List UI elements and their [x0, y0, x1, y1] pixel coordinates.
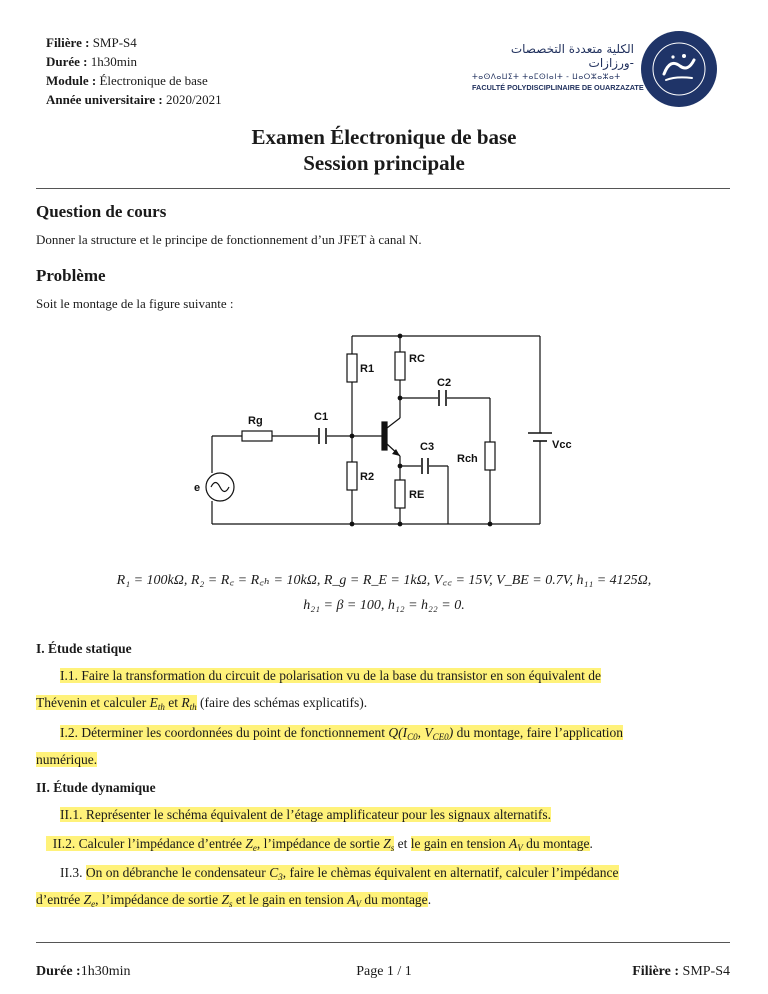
annee-value: 2020/2021 — [166, 92, 222, 107]
question-II2-and: et — [394, 836, 411, 851]
module-value: Électronique de base — [99, 73, 208, 88]
question-II3-gain: et le gain en tension — [232, 892, 348, 907]
ze2-symbol: $Z_e$ — [83, 892, 96, 909]
logo-tifinagh: ⵜⴰⵙⴷⴰⵡⵉⵜ ⵜⴰⵎⵙⵏⴰⵏⵜ - ⵡⴰⵔⵣⴰⵣⴰⵜ — [472, 72, 621, 81]
q-point-symbol: $Q(I_{C0}$, $V_{CE0}$) — [388, 725, 454, 742]
module-label: Module : — [46, 73, 97, 88]
exam-title — [0, 124, 768, 176]
duree-value: 1h30min — [90, 54, 137, 69]
label-e: e — [194, 482, 201, 494]
zs-symbol: $Z_s$ — [383, 836, 395, 853]
r1-resistor — [347, 354, 357, 382]
rth-symbol: $R_{th}$ — [181, 695, 197, 712]
av-symbol: $A_V$ — [509, 836, 523, 853]
transistor-base-bar — [382, 422, 387, 450]
label-r2: R2 — [360, 471, 375, 483]
rch-resistor — [485, 442, 495, 470]
label-c1: C1 — [314, 411, 329, 423]
question-II2-line: II.2. Calculer l’impédance d’entrée $Z_e$, l’impédance de sortie $Z_s$ et le gain en tension $A_V$ du montage. — [46, 836, 593, 853]
probleme-heading: Problème — [36, 266, 106, 285]
re-resistor — [395, 480, 405, 508]
footer-filiere-label: Filière : — [632, 964, 680, 979]
dynamique-heading: II. Étude dynamique — [36, 780, 156, 795]
statique-heading: I. Étude statique — [36, 641, 132, 656]
footer-page-number: Page 1 / 1 — [356, 964, 412, 979]
exam-title-line2: Session principale — [303, 151, 465, 175]
r2-resistor — [347, 462, 357, 490]
question-II3-num: II.3. — [60, 865, 86, 880]
question-II2-gain: le gain en tension — [410, 836, 510, 851]
cours-question: Donner la structure et le principe de fonctionnement d’un JFET à canal N. — [36, 232, 422, 247]
rg-resistor — [242, 431, 272, 441]
question-I1-line2 — [36, 695, 367, 712]
label-c3: C3 — [420, 441, 435, 453]
question-I2-text-end: du montage, faire l’application — [453, 725, 623, 740]
university-seal-icon — [640, 30, 718, 108]
label-re: RE — [409, 489, 425, 501]
label-vcc: Vcc — [552, 439, 572, 451]
exam-title-line1: Examen Électronique de base — [251, 125, 517, 149]
probleme-intro: Soit le montage de la figure suivante : — [36, 296, 234, 311]
label-rc: RC — [409, 353, 425, 365]
question-II2-end: du montage — [522, 836, 590, 851]
top-divider — [36, 188, 730, 189]
circuit-diagram — [190, 330, 580, 530]
question-II3-text2: , faire le chèmas équivalent en alternatif, calculer l’impédance — [282, 865, 619, 880]
rc-resistor — [395, 352, 405, 380]
question-II3-sortie: , l’impédance de sortie — [95, 892, 222, 907]
question-II3-line2: d’entrée $Z_e$, l’impédance de sortie $Z_s$ et le gain en tension $A_V$ du montage. — [36, 892, 432, 909]
question-II1-line — [60, 807, 551, 823]
question-I1-text: I.1. Faire la transformation du circuit de polarisation vu de la base du transistor en son équivalent de — [60, 668, 601, 683]
question-II3-text: On on débranche le condensateur — [85, 865, 270, 880]
question-I1-and: et — [164, 695, 182, 710]
footer-duree-value: 1h30min — [80, 964, 131, 979]
ze-symbol: $Z_e$ — [245, 836, 257, 853]
footer-duree-label: Durée : — [36, 964, 81, 979]
duree-label: Durée : — [46, 54, 88, 69]
question-I2-line2 — [36, 752, 97, 768]
c3-symbol: $C_3$ — [269, 865, 283, 882]
annee-label: Année universitaire : — [46, 92, 163, 107]
question-II3-line1 — [60, 865, 619, 882]
zs2-symbol: $Z_s$ — [221, 892, 233, 909]
circuit-parameters-line1: R₁ = 100kΩ, R₂ = R꜀ = R꜀ₕ = 10kΩ, R_g = R_E = 1kΩ, V꜀꜀ = 15V, V_BE = 0.7V, h₁₁ = 4125Ω, — [116, 573, 652, 588]
label-rch: Rch — [457, 453, 478, 465]
circuit-parameters-line2: h₂₁ = β = 100, h₁₂ = h₂₂ = 0. — [303, 598, 465, 613]
logo-french: FACULTÉ POLYDISCIPLINAIRE DE OUARZAZATE — [472, 83, 644, 92]
question-I2-text: I.2. Déterminer les coordonnées du point de fonctionnement — [60, 725, 389, 740]
question-II3-entree: d’entrée — [36, 892, 84, 907]
eth-symbol: $E_{th}$ — [149, 695, 165, 712]
question-I1-line1 — [60, 668, 601, 684]
label-rg: Rg — [248, 415, 263, 427]
label-r1: R1 — [360, 363, 375, 375]
question-I2-text-tail: numérique. — [36, 752, 98, 767]
question-II2-text: II.2. Calculer l’impédance d’entrée — [52, 836, 246, 851]
cours-heading: Question de cours — [36, 202, 167, 221]
question-I1-thevenin: Thévenin et calculer — [36, 695, 150, 710]
question-II3-end: du montage — [360, 892, 428, 907]
faculty-logo — [472, 42, 644, 92]
filiere-value: SMP-S4 — [92, 35, 137, 50]
bottom-divider — [36, 942, 730, 943]
question-I2-line1 — [60, 725, 623, 742]
footer-filiere-value: SMP-S4 — [682, 964, 730, 979]
label-c2: C2 — [437, 377, 452, 389]
footer-filiere — [632, 964, 730, 980]
question-I1-note: (faire des schémas explicatifs). — [196, 695, 368, 710]
filiere-label: Filière : — [46, 35, 90, 50]
av2-symbol: $A_V$ — [347, 892, 361, 909]
question-II1-text: II.1. Représenter le schéma équivalent de l’étage amplificateur pour les signaux alternatifs. — [60, 807, 552, 822]
logo-arabic: الكلية متعددة التخصصات -ورزازات — [510, 42, 634, 70]
question-II2-out: , l’impédance de sortie — [256, 836, 384, 851]
exam-metadata — [46, 33, 222, 109]
